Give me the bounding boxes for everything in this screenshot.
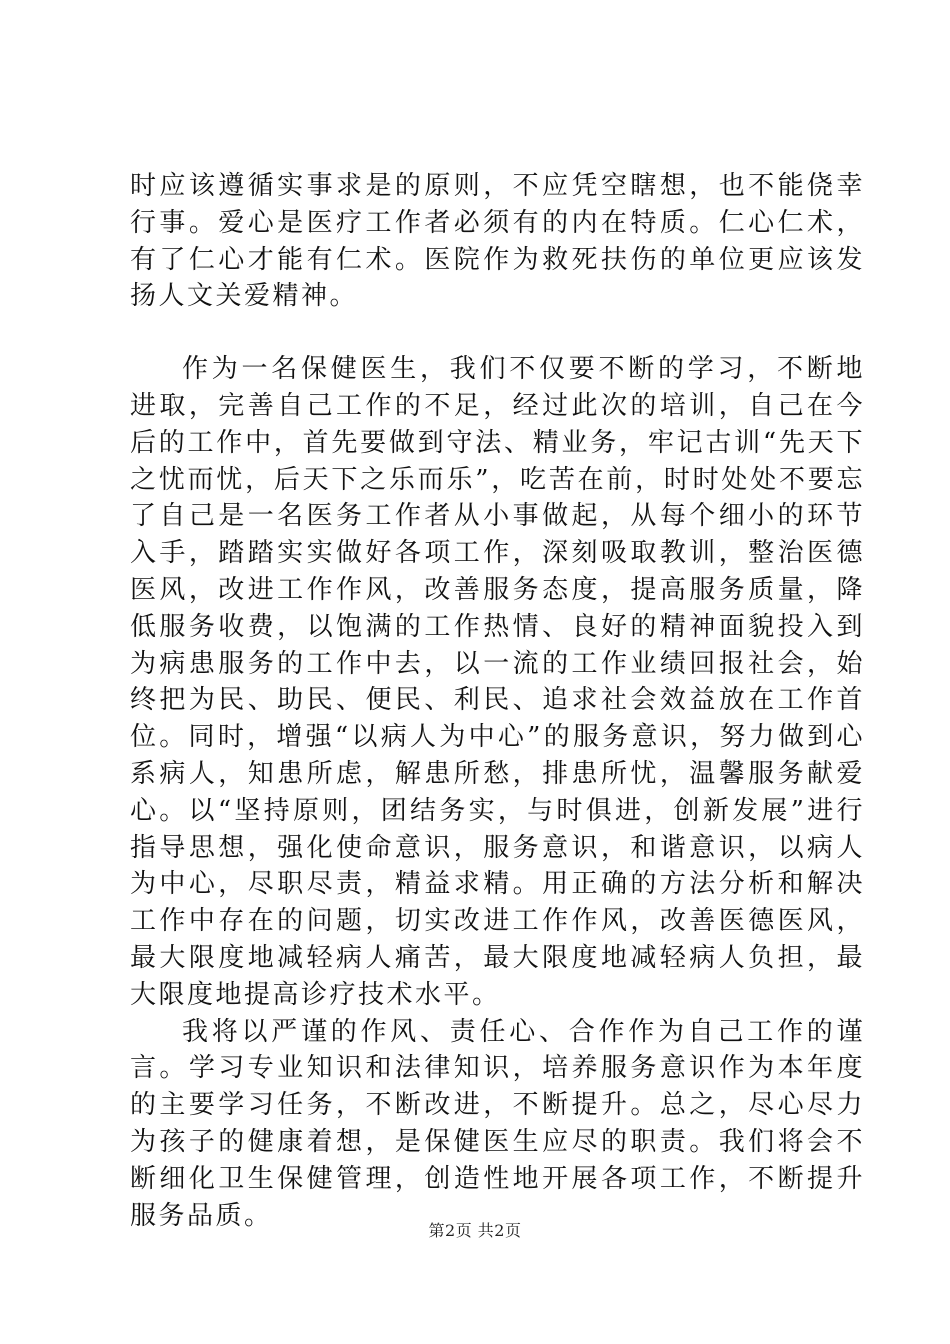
page-footer: 第2页 共2页 <box>428 1221 522 1240</box>
paragraph-health-doctor-duties: 作为一名保健医生，我们不仅要不断的学习，不断地进取，完善自己工作的不足，经过此次的培训，自己在今后的工作中，首先要做到守法、精业务，牢记古训“先天下之忧而忧，后天下之乐而乐”，吃苦在前，时时处处不要忘了自己是一名医务工作者从小事做起，从每个细小的环节入手，踏踏实实做好各项工作，深刻吸取教训，整治医德医风，改进工作作风，改善服务态度，提高服务质量，降低服务收费，以饱满的工作热情、良好的精神面貌投入到为病患服务的工作中去，以一流的工作业绩回报社会，始终把为民、助民、便民、利民、追求社会效益放在工作首位。同时，增强“以病人为中心”的服务意识，努力做到心系病人，知患所虑，解患所愁，排患所忧，温馨服务献爱心。以“坚持原则，团结务实，与时俱进，创新发展”进行指导思想，强化使命意识，服务意识，和谐意识，以病人为中心，尽职尽责，精益求精。用正确的方法分析和解决工作中存在的问题，切实改进工作作风，改善医德医风，最大限度地减轻病人痛苦，最大限度地减轻病人负担，最大限度地提高诊疗技术水平。 <box>130 354 865 1010</box>
paragraph-commitment: 我将以严谨的作风、责任心、合作作为自己工作的谨言。学习专业知识和法律知识，培养服务意识作为本年度的主要学习任务，不断改进，不断提升。总之，尽心尽力为孩子的健康着想，是保健医生应尽的职责。我们将会不断细化卫生保健管理，创造性地开展各项工作，不断提升服务品质。 <box>130 1016 865 1231</box>
document-body <box>130 168 865 1234</box>
paragraph-continuation: 时应该遵循实事求是的原则，不应凭空瞎想，也不能侥幸行事。爱心是医疗工作者必须有的内在特质。仁心仁术，有了仁心才能有仁术。医院作为救死扶伤的单位更应该发扬人文关爱精神。 <box>130 171 865 312</box>
